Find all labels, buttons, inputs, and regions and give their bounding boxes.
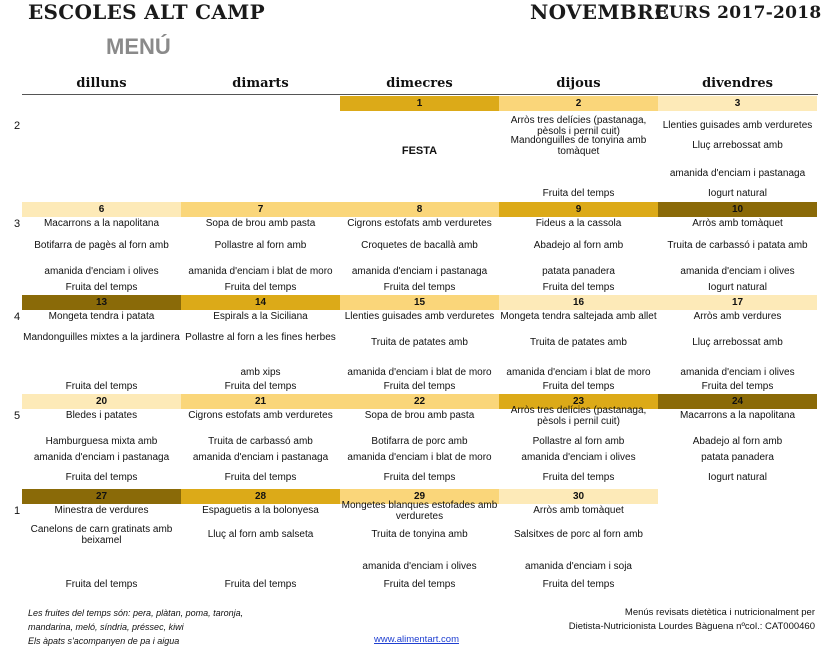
menu-title: MENÚ (106, 34, 171, 59)
dish: amanida d'enciam i pastanaga (33, 452, 170, 463)
dish: patata panadera (701, 452, 774, 463)
dessert: Iogurt natural (708, 282, 767, 293)
dish: Arròs amb tomàquet (692, 218, 783, 229)
nutritionist-credit (515, 606, 815, 634)
week-number: 1 (14, 505, 21, 517)
day-number-bar: 28 (181, 489, 340, 504)
dish: Arròs tres delícies (pastanaga, pèsols i pernil cuit) (510, 405, 647, 427)
course-title: CURS 2017-2018 (655, 3, 822, 23)
day-number-bar: 13 (22, 295, 181, 310)
dessert: Fruita del temps (65, 282, 138, 293)
credit-line: Dietista-Nutricionista Lourdes Bàguena nºcol.: CAT000460 (568, 621, 815, 632)
dessert: Fruita del temps (224, 472, 297, 483)
dish: Hamburguesa mixta amb (45, 436, 158, 447)
dish: Arròs tres delícies (pastanaga, pèsols i pernil cuit) (510, 115, 647, 137)
dish: amanida d'enciam i blat de moro (188, 266, 333, 277)
dish: amanida d'enciam i soja (525, 561, 632, 572)
note-line: mandarina, meló, síndria, préssec, kiwi (28, 622, 184, 632)
dish: Espaguetis a la bolonyesa (202, 505, 319, 516)
dish: Truita de tonyina amb (371, 529, 468, 540)
note-line: Les fruites del temps són: pera, plàtan, poma, taronja, (28, 608, 244, 618)
dessert: Fruita del temps (383, 472, 456, 483)
note-line: Els àpats s'acompanyen de pa i aigua (28, 636, 180, 646)
school-title: ESCOLES ALT CAMP (28, 0, 265, 24)
dish: amb xips (240, 367, 281, 378)
dish: Cigrons estofats amb verduretes (347, 218, 492, 229)
day-number-bar: 2 (499, 96, 658, 111)
dish: amanida d'enciam i olives (521, 452, 636, 463)
dish: amanida d'enciam i pastanaga (192, 452, 329, 463)
dish: Truita de carbassó amb (208, 436, 313, 447)
weekday-header-row (22, 76, 818, 95)
month-title: NOVEMBRE (530, 0, 670, 24)
dessert: Iogurt natural (708, 188, 767, 199)
dish: Lluç arrebossat amb (692, 140, 783, 151)
dish: Mongetes blanques estofades amb verduretes (341, 500, 498, 522)
dessert: Fruita del temps (542, 579, 615, 590)
dessert: Fruita del temps (224, 282, 297, 293)
dish: patata panadera (542, 266, 615, 277)
dish: Abadejo al forn amb (533, 240, 624, 251)
dish: Salsitxes de porc al forn amb (514, 529, 643, 540)
day-header: dimecres (386, 76, 453, 91)
dish: Abadejo al forn amb (692, 436, 783, 447)
dish: Pollastre al forn amb (532, 436, 625, 447)
week-number: 4 (14, 311, 21, 323)
day-number-bar: 23 (499, 394, 658, 409)
dish: Mandonguilles mixtes a la jardinera (23, 332, 180, 343)
dish: Fideus a la cassola (535, 218, 622, 229)
dish: Cigrons estofats amb verduretes (188, 410, 333, 421)
day-number-bar: 6 (22, 202, 181, 217)
day-header: dilluns (76, 76, 127, 91)
dish: Minestra de verdures (54, 505, 149, 516)
dish: Espirals a la Siciliana (213, 311, 308, 322)
day-number-bar: 21 (181, 394, 340, 409)
day-header: dijous (556, 76, 601, 91)
day-number-bar: 15 (340, 295, 499, 310)
day-number-bar: 27 (22, 489, 181, 504)
dessert: Fruita del temps (224, 579, 297, 590)
dish: Mongeta tendra i patata (48, 311, 155, 322)
dessert: Fruita del temps (65, 381, 138, 392)
day-number-bar: 10 (658, 202, 817, 217)
dish: Mandonguilles de tonyina amb tomàquet (510, 135, 647, 157)
dish: Lluç al forn amb salseta (207, 529, 314, 540)
dish: Sopa de brou amb pasta (364, 410, 475, 421)
dessert: Fruita del temps (542, 472, 615, 483)
holiday-label: FESTA (401, 145, 438, 157)
day-number-bar: 14 (181, 295, 340, 310)
week-number: 2 (14, 120, 21, 132)
fruit-notes (28, 606, 288, 648)
dish: Truita de patates amb (530, 337, 627, 348)
day-number-bar: 20 (22, 394, 181, 409)
dish: amanida d'enciam i blat de moro (347, 367, 492, 378)
dish: amanida d'enciam i pastanaga (351, 266, 488, 277)
dish: amanida d'enciam i olives (680, 367, 795, 378)
dessert: Fruita del temps (224, 381, 297, 392)
dessert: Iogurt natural (708, 472, 767, 483)
dessert: Fruita del temps (383, 579, 456, 590)
day-number-bar: 17 (658, 295, 817, 310)
dish: amanida d'enciam i olives (362, 561, 477, 572)
dessert: Fruita del temps (542, 188, 615, 199)
week-number: 5 (14, 410, 21, 422)
day-number-bar: 8 (340, 202, 499, 217)
day-header: divendres (702, 76, 773, 91)
website-link[interactable]: www.alimentart.com (374, 634, 459, 645)
dish: Canelons de carn gratinats amb beixamel (30, 524, 173, 546)
dish: Llenties guisades amb verduretes (662, 120, 813, 131)
day-header: dimarts (232, 76, 289, 91)
dish: amanida d'enciam i olives (44, 266, 159, 277)
dessert: Fruita del temps (383, 381, 456, 392)
dessert: Fruita del temps (701, 381, 774, 392)
dessert: Fruita del temps (542, 381, 615, 392)
dish: Arròs amb verdures (693, 311, 782, 322)
dish: amanida d'enciam i blat de moro (506, 367, 651, 378)
dessert: Fruita del temps (383, 282, 456, 293)
day-number-bar: 24 (658, 394, 817, 409)
dish: amanida d'enciam i blat de moro (347, 452, 492, 463)
dish: Mongeta tendra saltejada amb allet (500, 311, 657, 322)
week-number: 3 (14, 218, 21, 230)
dish: Sopa de brou amb pasta (205, 218, 316, 229)
dish: Llenties guisades amb verduretes (344, 311, 495, 322)
day-number-bar: 16 (499, 295, 658, 310)
day-number-bar: 29 (340, 489, 499, 504)
dish: Macarrons a la napolitana (43, 218, 160, 229)
dish: amanida d'enciam i olives (680, 266, 795, 277)
dish: Lluç arrebossat amb (692, 337, 783, 348)
day-number-bar: 1 (340, 96, 499, 111)
dish: Bledes i patates (65, 410, 138, 421)
credit-line: Menús revisats dietètica i nutricionalment per (624, 607, 815, 618)
dessert: Fruita del temps (542, 282, 615, 293)
dish: Croquetes de bacallà amb (361, 240, 478, 251)
dish: Macarrons a la napolitana (679, 410, 796, 421)
dish: Botifarra de porc amb (371, 436, 468, 447)
dessert: Fruita del temps (65, 472, 138, 483)
day-number-bar: 22 (340, 394, 499, 409)
dish: Truita de carbassó i patata amb (667, 240, 808, 251)
day-number-bar: 3 (658, 96, 817, 111)
dish: Pollastre al forn a les fines herbes (185, 332, 336, 343)
dish: Truita de patates amb (371, 337, 468, 348)
dish: Pollastre al forn amb (214, 240, 307, 251)
dish: Arròs amb tomàquet (533, 505, 624, 516)
dish: amanida d'enciam i pastanaga (669, 168, 806, 179)
dish: Botifarra de pagès al forn amb (34, 240, 169, 251)
day-number-bar: 9 (499, 202, 658, 217)
day-number-bar: 30 (499, 489, 658, 504)
dessert: Fruita del temps (65, 579, 138, 590)
day-number-bar: 7 (181, 202, 340, 217)
